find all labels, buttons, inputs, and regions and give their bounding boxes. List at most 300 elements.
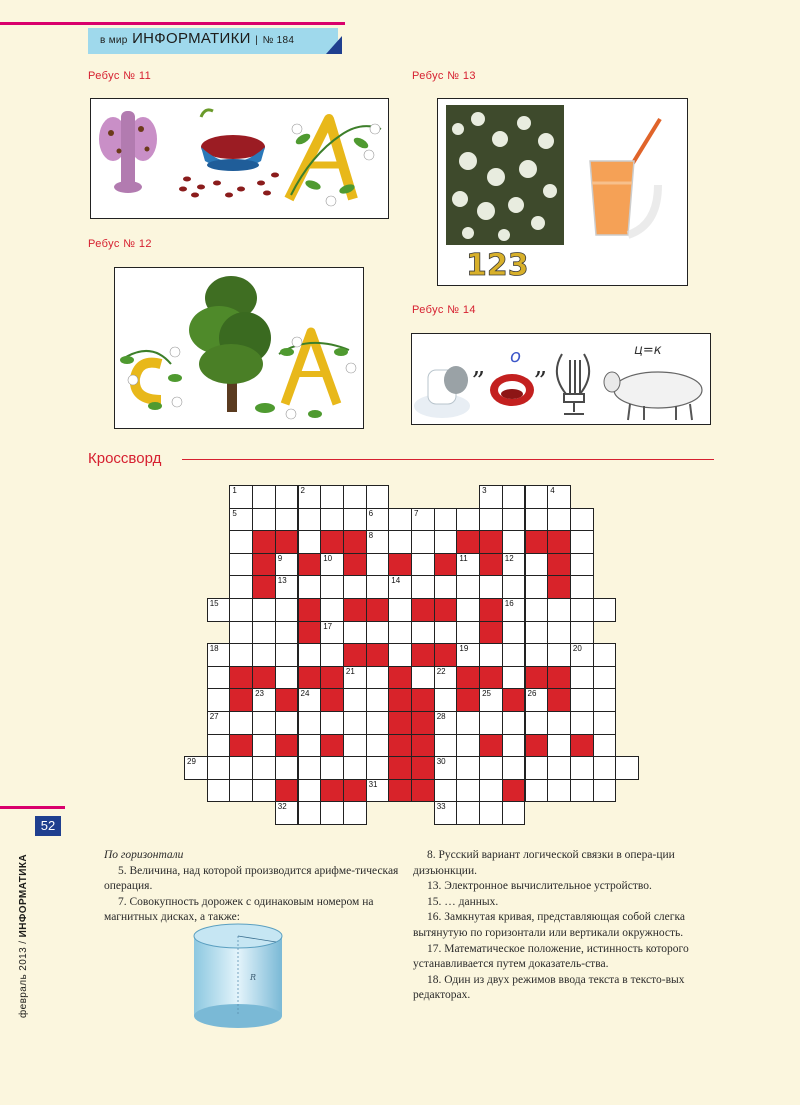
crossword-cell[interactable] (207, 666, 231, 690)
crossword-cell[interactable] (525, 779, 549, 803)
crossword-cell[interactable] (320, 711, 344, 735)
crossword-cell[interactable] (252, 485, 276, 509)
crossword-cell[interactable] (411, 621, 435, 645)
crossword-cell[interactable] (388, 530, 412, 554)
crossword-cell[interactable] (343, 575, 367, 599)
crossword-clue-number: 13 (277, 576, 287, 586)
crossword-cell[interactable] (320, 575, 344, 599)
crossword-cell[interactable] (547, 756, 571, 780)
crossword-cell[interactable] (411, 575, 435, 599)
crossword-cell[interactable] (593, 711, 617, 735)
crossword-block-cell (298, 621, 322, 645)
crossword-cell[interactable] (275, 553, 299, 577)
crossword-cell[interactable] (434, 711, 458, 735)
crossword-cell[interactable] (434, 530, 458, 554)
crossword-cell[interactable] (298, 756, 322, 780)
crossword-cell[interactable] (298, 779, 322, 803)
crossword-block-cell (502, 688, 526, 712)
crossword-block-cell (502, 779, 526, 803)
rebus-12-label: Ребус № 12 (88, 238, 152, 250)
crossword-cell[interactable] (525, 756, 549, 780)
crossword-block-cell (366, 598, 390, 622)
header-prefix: в мир (100, 35, 128, 46)
crossword-block-cell (252, 553, 276, 577)
bean-bowl-icon (179, 110, 279, 198)
crossword-cell[interactable] (320, 621, 344, 645)
crossword-block-cell (434, 598, 458, 622)
crossword-cell[interactable] (547, 485, 571, 509)
crossword-cell[interactable] (298, 575, 322, 599)
crossword-block-cell (275, 734, 299, 758)
crossword-clue-number: 32 (277, 802, 287, 812)
page-side-rule (0, 806, 65, 809)
crossword-cell[interactable] (570, 621, 594, 645)
crossword-cell[interactable] (411, 553, 435, 577)
crossword-cell[interactable] (547, 508, 571, 532)
crossword-block-cell (479, 734, 503, 758)
crossword-cell[interactable] (502, 643, 526, 667)
crossword-cell[interactable] (275, 666, 299, 690)
crossword-cell[interactable] (229, 598, 253, 622)
crossword-cell[interactable] (252, 734, 276, 758)
crossword-cell[interactable] (275, 598, 299, 622)
crossword-clue-number: 14 (391, 576, 401, 586)
crossword-cell[interactable] (366, 779, 390, 803)
crossword-cell[interactable] (343, 756, 367, 780)
crossword-clue-number: 5 (232, 508, 237, 518)
clues-heading: По горизонтали (104, 849, 184, 861)
crossword-cell[interactable] (479, 688, 503, 712)
crossword-cell[interactable] (320, 553, 344, 577)
header-rule (0, 22, 345, 25)
crossword-clue-number: 12 (504, 553, 514, 563)
crossword-cell[interactable] (479, 779, 503, 803)
crossword-cell[interactable] (456, 598, 480, 622)
crossword-block-cell (525, 734, 549, 758)
rebus-13-number: 123 (466, 248, 529, 283)
crossword-block-cell (252, 666, 276, 690)
clue-8: 8. Русский вариант логической связки в опера-ции дизъюнкции. (413, 849, 675, 877)
crossword-cell[interactable] (456, 621, 480, 645)
crossword-cell[interactable] (343, 801, 367, 825)
crossword-cell[interactable] (298, 711, 322, 735)
crossword-cell[interactable] (252, 756, 276, 780)
crossword-cell[interactable] (434, 508, 458, 532)
rebus-13-label: Ребус № 13 (412, 70, 476, 82)
crossword-cell[interactable] (434, 688, 458, 712)
crossword-cell[interactable] (366, 530, 390, 554)
rebus-11-image (90, 98, 389, 219)
crossword-block-cell (298, 553, 322, 577)
crossword-block-cell (229, 666, 253, 690)
crossword-cell[interactable] (388, 621, 412, 645)
crossword-cell[interactable] (229, 643, 253, 667)
crossword-cell[interactable] (479, 575, 503, 599)
crossword-cell[interactable] (366, 688, 390, 712)
crossword-cell[interactable] (570, 666, 594, 690)
crossword-cell[interactable] (252, 688, 276, 712)
crossword-cell[interactable] (207, 734, 231, 758)
crossword-cell[interactable] (343, 711, 367, 735)
crossword-cell[interactable] (479, 711, 503, 735)
crossword-cell[interactable] (593, 779, 617, 803)
crossword-block-cell (547, 666, 571, 690)
crossword-cell[interactable] (547, 779, 571, 803)
crossword-cell[interactable] (502, 598, 526, 622)
crossword-block-cell (479, 553, 503, 577)
crossword-clue-number: 1 (232, 486, 237, 495)
crossword-cell[interactable] (207, 711, 231, 735)
crossword-cell[interactable] (229, 711, 253, 735)
crossword-cell[interactable] (502, 734, 526, 758)
clues-right-column (413, 848, 713, 1004)
crossword-block-cell (320, 779, 344, 803)
crossword-cell[interactable] (547, 643, 571, 667)
journal-header (100, 30, 294, 47)
crossword-cell[interactable] (593, 598, 617, 622)
crossword-block-cell (275, 530, 299, 554)
salt-shaker-icon (414, 366, 470, 418)
crossword-clue-number: 28 (436, 712, 446, 721)
crossword-clue-number: 18 (209, 644, 219, 654)
crossword-rule (182, 459, 714, 460)
crossword-cell[interactable] (207, 598, 231, 622)
crossword-block-cell (275, 779, 299, 803)
crossword-block-cell (388, 779, 412, 803)
crossword-clue-number: 24 (300, 689, 310, 699)
crossword-cell[interactable] (343, 666, 367, 690)
crossword-block-cell (343, 553, 367, 577)
crossword-cell[interactable] (456, 756, 480, 780)
crossword-cell[interactable] (207, 756, 231, 780)
crossword-block-cell (320, 734, 344, 758)
crossword-cell[interactable] (229, 485, 253, 509)
crossword-cell[interactable] (570, 508, 594, 532)
crossword-cell[interactable] (298, 688, 322, 712)
crossword-cell[interactable] (275, 485, 299, 509)
crossword-cell[interactable] (456, 575, 480, 599)
crossword-cell[interactable] (570, 779, 594, 803)
crossword-cell[interactable] (456, 553, 480, 577)
header-issue: № 184 (262, 35, 295, 46)
crossword-cell[interactable] (343, 508, 367, 532)
crossword-cell[interactable] (593, 643, 617, 667)
crossword-cell[interactable] (366, 575, 390, 599)
crossword-block-cell (456, 530, 480, 554)
crossword-clue-number: 26 (527, 689, 537, 699)
crossword-block-cell (547, 688, 571, 712)
crossword-block-cell (343, 643, 367, 667)
crossword-cell[interactable] (502, 711, 526, 735)
crossword-cell[interactable] (434, 621, 458, 645)
crossword-cell[interactable] (502, 530, 526, 554)
crossword-cell[interactable] (525, 711, 549, 735)
crossword-clue-number: 25 (482, 689, 491, 699)
crossword-cell[interactable] (275, 508, 299, 532)
side-caption-journal: ИНФОРМАТИКА (18, 854, 29, 938)
crossword-clue-number: 9 (277, 553, 283, 563)
crossword-block-cell (456, 666, 480, 690)
crossword-cell[interactable] (229, 508, 253, 532)
crossword-cell[interactable] (252, 598, 276, 622)
crossword-cell[interactable] (275, 621, 299, 645)
crossword-cell[interactable] (434, 734, 458, 758)
crossword-cell[interactable] (547, 621, 571, 645)
crossword-block-cell (411, 734, 435, 758)
crossword-clue-number: 15 (209, 599, 219, 608)
crossword-cell[interactable] (366, 508, 390, 532)
crossword-cell[interactable] (570, 711, 594, 735)
crossword-block-cell (411, 779, 435, 803)
crossword-block-cell (229, 734, 253, 758)
crossword-cell[interactable] (502, 553, 526, 577)
crossword-cell[interactable] (366, 485, 390, 509)
crossword-cell[interactable] (275, 801, 299, 825)
crossword-clue-number: 30 (436, 757, 446, 767)
crossword-block-cell (456, 688, 480, 712)
crossword-clue-number: 17 (323, 621, 333, 631)
crossword-cell[interactable] (411, 666, 435, 690)
crossword-cell[interactable] (502, 666, 526, 690)
header-separator: | (255, 35, 259, 46)
side-caption (18, 854, 29, 1018)
crossword-cell[interactable] (229, 530, 253, 554)
lyre-icon (557, 354, 589, 414)
crossword-cell[interactable] (366, 666, 390, 690)
crossword-cell[interactable] (366, 711, 390, 735)
crossword-cell[interactable] (525, 553, 549, 577)
crossword-cell[interactable] (479, 801, 503, 825)
crossword-cell[interactable] (298, 508, 322, 532)
crossword-cell[interactable] (298, 734, 322, 758)
crossword-block-cell (479, 621, 503, 645)
crossword-block-cell (388, 666, 412, 690)
clue-7: 7. Совокупность дорожек с одинаковым номером на магнитных дисках, а также: (104, 895, 374, 924)
crossword-cell[interactable] (525, 598, 549, 622)
crossword-cell[interactable] (456, 508, 480, 532)
crossword-clue-number: 2 (300, 486, 305, 495)
crossword-cell[interactable] (252, 711, 276, 735)
crossword-cell[interactable] (547, 598, 571, 622)
crossword-block-cell (388, 734, 412, 758)
crossword-cell[interactable] (570, 553, 594, 577)
crossword-cell[interactable] (593, 666, 617, 690)
crossword-cell[interactable] (456, 801, 480, 825)
crossword-cell[interactable] (434, 779, 458, 803)
crossword-cell[interactable] (479, 485, 503, 509)
crossword-cell[interactable] (502, 508, 526, 532)
crossword-block-cell (434, 643, 458, 667)
crossword-cell[interactable] (570, 643, 594, 667)
rebus-14-label: Ребус № 14 (412, 304, 476, 316)
crossword-cell[interactable] (207, 643, 231, 667)
crossword-cell[interactable] (434, 801, 458, 825)
crossword-cell[interactable] (502, 801, 526, 825)
crossword-cell[interactable] (502, 485, 526, 509)
crossword-cell[interactable] (252, 779, 276, 803)
crossword-block-cell (570, 734, 594, 758)
crossword-block-cell (411, 643, 435, 667)
crossword-block-cell (388, 711, 412, 735)
crossword-clue-number: 19 (459, 644, 469, 654)
rebus-14-comma-b: „ (534, 351, 548, 381)
crossword-cell[interactable] (502, 756, 526, 780)
crossword-cell[interactable] (388, 508, 412, 532)
rebus-14-letter-o: о (510, 346, 522, 367)
crossword-cell[interactable] (252, 621, 276, 645)
crossword-cell[interactable] (434, 756, 458, 780)
crossword-cell[interactable] (615, 756, 639, 780)
crossword-block-cell (275, 688, 299, 712)
crossword-cell[interactable] (229, 756, 253, 780)
crossword-block-cell (343, 598, 367, 622)
crossword-cell[interactable] (456, 711, 480, 735)
crossword-cell[interactable] (275, 575, 299, 599)
crossword-clue-number: 4 (550, 486, 555, 495)
clue-15: 15. … данных. (427, 895, 499, 908)
crossword-cell[interactable] (207, 688, 231, 712)
crossword-cell[interactable] (320, 801, 344, 825)
crossword-cell[interactable] (570, 756, 594, 780)
crossword-cell[interactable] (525, 643, 549, 667)
crossword-block-cell (320, 688, 344, 712)
crossword-cell[interactable] (456, 643, 480, 667)
crossword-cell[interactable] (298, 530, 322, 554)
crossword-cell[interactable] (320, 756, 344, 780)
crossword-cell[interactable] (229, 621, 253, 645)
crossword-block-cell (252, 530, 276, 554)
crossword-cell[interactable] (411, 530, 435, 554)
crossword-cell[interactable] (479, 643, 503, 667)
crossword-cell[interactable] (411, 508, 435, 532)
crossword-cell[interactable] (570, 688, 594, 712)
crossword-cell[interactable] (547, 734, 571, 758)
crossword-cell[interactable] (207, 779, 231, 803)
crossword-block-cell (343, 530, 367, 554)
crossword-cell[interactable] (298, 485, 322, 509)
crossword-block-cell (411, 598, 435, 622)
crossword-cell[interactable] (298, 801, 322, 825)
crossword-cell[interactable] (275, 711, 299, 735)
crossword-cell[interactable] (343, 734, 367, 758)
crossword-cell[interactable] (366, 734, 390, 758)
blossom-bush-icon (446, 105, 564, 245)
crossword-cell[interactable] (388, 575, 412, 599)
crossword-cell[interactable] (252, 508, 276, 532)
cylinder-figure (190, 922, 286, 1030)
crossword-cell[interactable] (366, 621, 390, 645)
crossword-cell[interactable] (275, 643, 299, 667)
crossword-cell[interactable] (593, 688, 617, 712)
crossword-cell[interactable] (320, 485, 344, 509)
crossword-block-cell (547, 530, 571, 554)
crossword-cell[interactable] (252, 643, 276, 667)
crossword-cell[interactable] (366, 553, 390, 577)
header-title: ИНФОРМАТИКИ (132, 30, 251, 47)
crossword-cell[interactable] (298, 643, 322, 667)
rebus-13-image (437, 98, 688, 286)
crossword-clue-number: 3 (482, 486, 487, 495)
crossword-cell[interactable] (525, 688, 549, 712)
crossword-cell[interactable] (320, 598, 344, 622)
crossword-clue-number: 27 (209, 712, 219, 721)
crossword-cell[interactable] (525, 621, 549, 645)
crossword-clue-number: 22 (436, 666, 446, 676)
crossword-cell[interactable] (434, 666, 458, 690)
crossword-cell[interactable] (184, 756, 208, 780)
crossword-cell[interactable] (456, 779, 480, 803)
crossword-clue-number: 20 (572, 644, 582, 654)
rebus-11-label: Ребус № 11 (88, 70, 152, 82)
crossword-cell[interactable] (502, 575, 526, 599)
crossword-clue-number: 8 (368, 531, 374, 541)
clue-16: 16. Замкнутая кривая, представляющая собой слегка вытянутую по горизонтали или вертикали окружность. (413, 911, 686, 939)
juice-glass-icon (590, 119, 660, 235)
crossword-cell[interactable] (343, 621, 367, 645)
crossword-block-cell (320, 666, 344, 690)
crossword-block-cell (388, 756, 412, 780)
crossword-cell[interactable] (593, 756, 617, 780)
letter-f-icon (99, 111, 157, 193)
crossword-block-cell (343, 779, 367, 803)
crossword-cell[interactable] (525, 508, 549, 532)
crossword-cell[interactable] (388, 643, 412, 667)
sheep-icon (604, 372, 702, 420)
crossword-cell[interactable] (593, 734, 617, 758)
crossword-block-cell (388, 553, 412, 577)
crossword-block-cell (479, 530, 503, 554)
crossword-cell[interactable] (456, 734, 480, 758)
crossword-clue-number: 11 (459, 553, 468, 563)
crossword-clue-number: 7 (414, 508, 419, 518)
crossword-cell[interactable] (388, 598, 412, 622)
crossword-cell[interactable] (570, 530, 594, 554)
crossword-block-cell (388, 688, 412, 712)
crossword-block-cell (229, 688, 253, 712)
crossword-cell[interactable] (320, 508, 344, 532)
crossword-clue-number: 16 (504, 599, 514, 608)
crossword-cell[interactable] (343, 485, 367, 509)
crossword-cell[interactable] (525, 485, 549, 509)
crossword-cell[interactable] (229, 553, 253, 577)
crossword-cell[interactable] (434, 575, 458, 599)
crossword-title: Кроссворд (88, 450, 162, 467)
tree-icon (189, 276, 275, 413)
side-caption-date: февраль 2013 / (18, 937, 29, 1018)
crossword-cell[interactable] (343, 688, 367, 712)
clues-left-column (104, 848, 404, 926)
crossword-cell[interactable] (229, 575, 253, 599)
crossword-clue-number: 23 (255, 689, 264, 699)
crossword-cell[interactable] (229, 779, 253, 803)
page-number: 52 (35, 816, 61, 836)
crossword-block-cell (525, 666, 549, 690)
crossword-clue-number: 6 (368, 508, 374, 518)
crossword-cell[interactable] (479, 508, 503, 532)
crossword-cell[interactable] (479, 756, 503, 780)
crossword-clue-number: 29 (187, 757, 196, 767)
crossword-cell[interactable] (570, 575, 594, 599)
crossword-cell[interactable] (525, 575, 549, 599)
crossword-cell[interactable] (502, 621, 526, 645)
crossword-cell[interactable] (275, 756, 299, 780)
crossword-cell[interactable] (366, 756, 390, 780)
crossword-cell[interactable] (320, 643, 344, 667)
crossword-cell[interactable] (547, 711, 571, 735)
crossword-clue-number: 31 (368, 779, 378, 789)
crossword-cell[interactable] (570, 598, 594, 622)
crossword-clue-number: 21 (345, 666, 355, 676)
